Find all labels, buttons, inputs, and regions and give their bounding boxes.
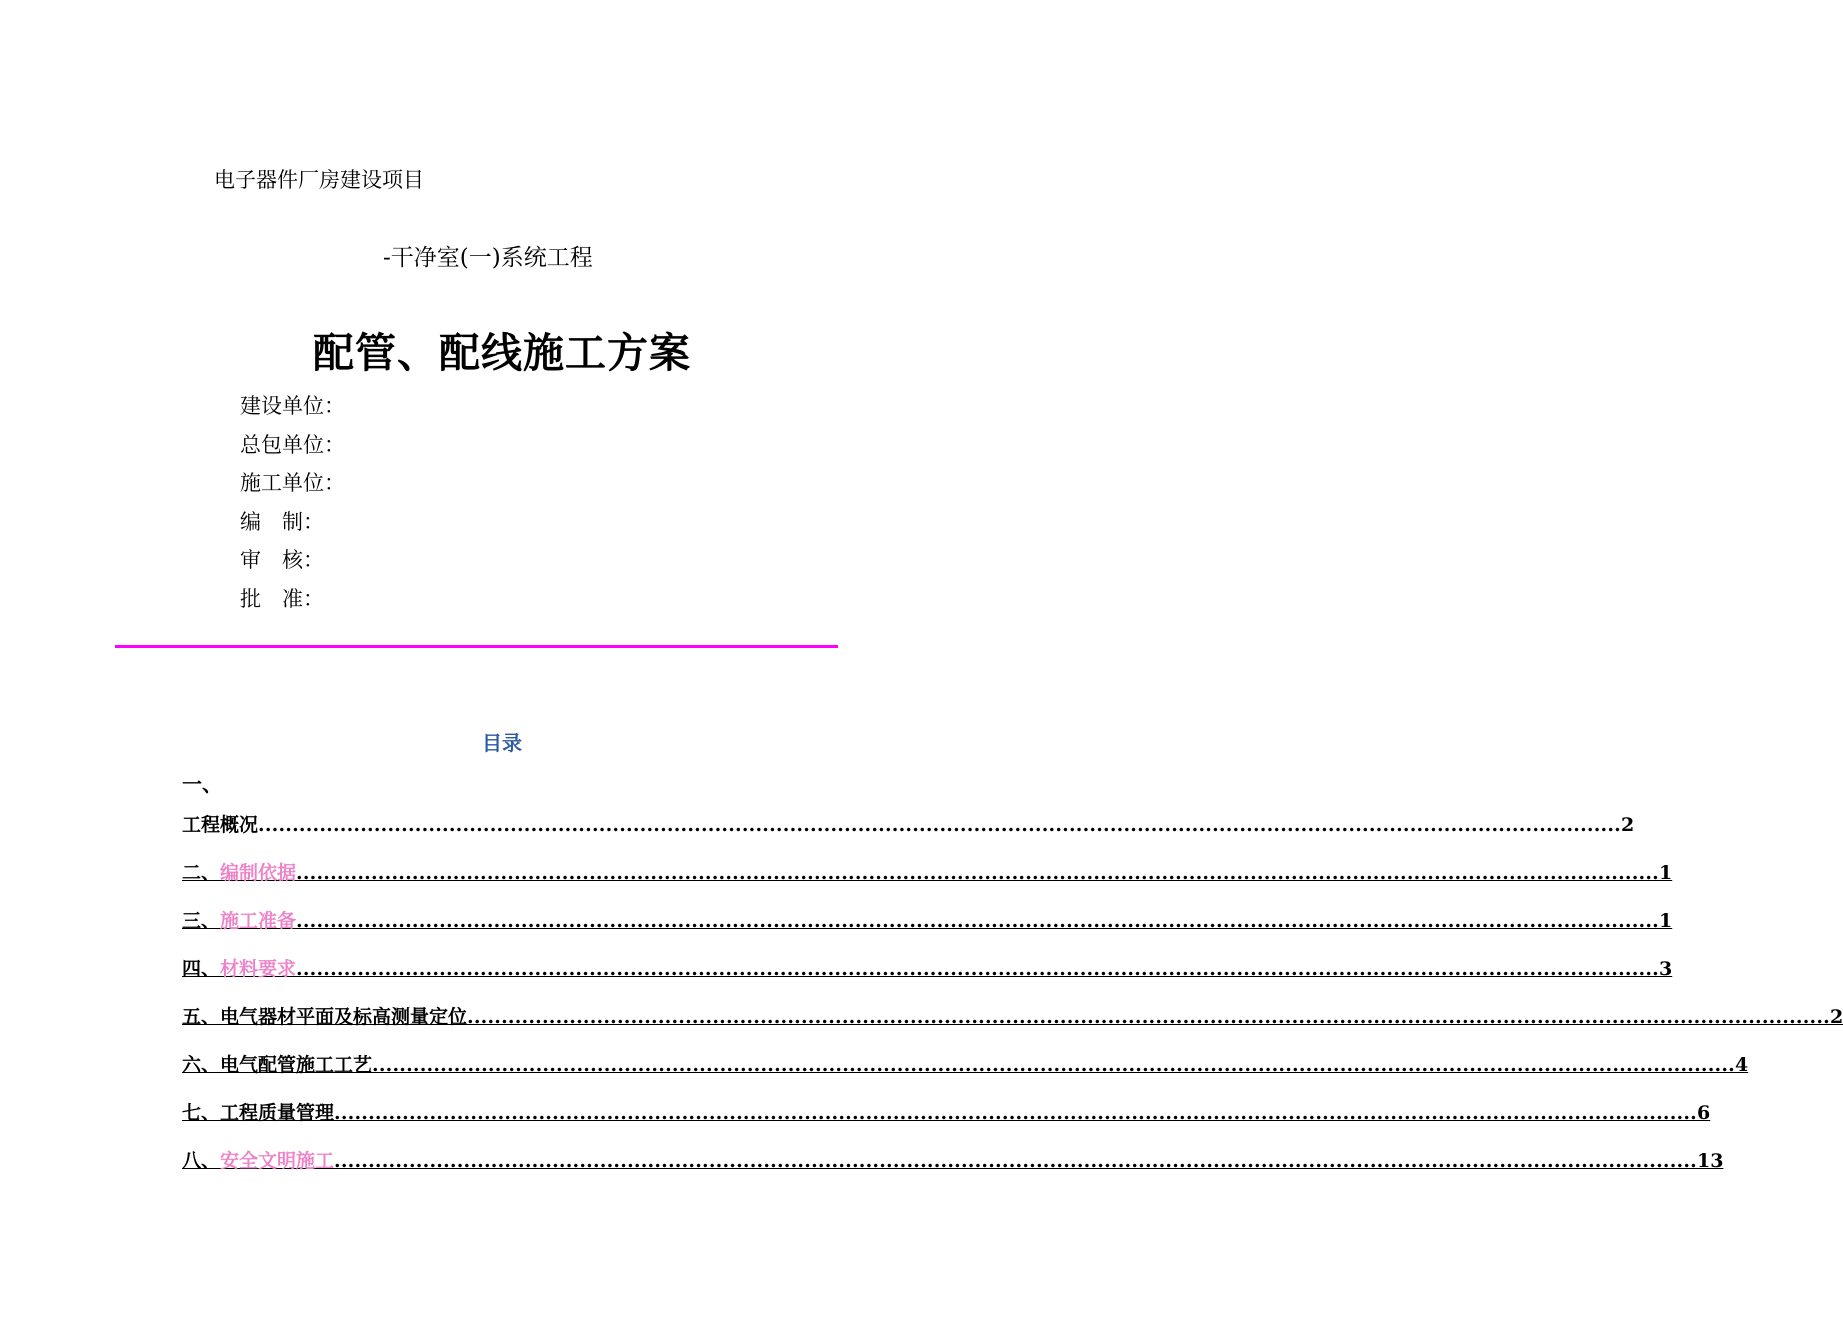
toc-entry-prefix: 八、 <box>182 1150 221 1172</box>
toc-entry-text: 电气配管施工工艺 <box>220 1054 373 1076</box>
toc-entry-page: 3 <box>1658 958 1673 980</box>
field-reviewed-by: 审 核： <box>240 548 324 573</box>
toc-leader-dots: ........................................................................................................................................................................................................ <box>467 1006 1830 1028</box>
toc-entry-prefix: 二、 <box>182 862 221 884</box>
toc-entry-link[interactable]: 编制依据 <box>220 862 297 884</box>
toc-entry[interactable] <box>182 906 1673 954</box>
toc-first-prefix: 一、 <box>182 772 222 796</box>
toc-entry-page: 1 <box>1658 910 1673 932</box>
toc-entry-page: 4 <box>1734 1054 1749 1076</box>
toc-leader-dots: ........................................................................................................................................................................................................ <box>258 814 1621 836</box>
toc-entry-page: 2 <box>1620 814 1635 836</box>
signoff-fields <box>240 388 345 620</box>
field-construction-unit: 建设单位： <box>240 394 345 418</box>
toc-entry-page: 13 <box>1696 1150 1724 1172</box>
toc-leader-dots: ........................................................................................................................................................................................................ <box>296 862 1659 884</box>
toc-entry[interactable] <box>182 1050 1749 1098</box>
project-name: 电子器件厂房建设项目 <box>214 168 424 192</box>
field-construction-company: 施工单位： <box>240 471 345 496</box>
toc-entry-link[interactable]: 材料要求 <box>220 958 297 980</box>
toc-entry-link[interactable]: 安全文明施工 <box>220 1150 335 1172</box>
toc-entry[interactable] <box>182 1098 1711 1146</box>
field-approved-by: 批 准： <box>240 586 324 611</box>
toc-entry-text: 工程质量管理 <box>220 1102 335 1124</box>
toc-leader-dots: ........................................................................................................................................................................................................ <box>334 1102 1697 1124</box>
toc-entry[interactable] <box>182 810 1635 858</box>
document-subtitle: -干净室(一)系统工程 <box>383 245 593 271</box>
toc-entry[interactable] <box>182 1146 1724 1194</box>
toc-leader-dots: ........................................................................................................................................................................................................ <box>296 958 1659 980</box>
toc-entry[interactable] <box>182 858 1673 906</box>
toc-entry[interactable] <box>182 1002 1843 1050</box>
toc-entry-prefix: 七、 <box>182 1102 221 1124</box>
toc-entry-page: 2 <box>1829 1006 1843 1028</box>
toc-leader-dots: ........................................................................................................................................................................................................ <box>296 910 1659 932</box>
divider-line <box>115 645 838 648</box>
toc-entry-text: 工程概况 <box>182 814 259 836</box>
toc-heading: 目录 <box>482 731 522 755</box>
toc-entry-page: 1 <box>1658 862 1673 884</box>
toc-entry[interactable] <box>182 954 1673 1002</box>
toc-entry-link[interactable]: 施工准备 <box>220 910 297 932</box>
field-general-contractor: 总包单位： <box>240 432 345 457</box>
toc-leader-dots: ........................................................................................................................................................................................................ <box>334 1150 1697 1172</box>
toc-entry-prefix: 六、 <box>182 1054 221 1076</box>
toc-entry-prefix: 三、 <box>182 910 221 932</box>
toc-leader-dots: ........................................................................................................................................................................................................ <box>372 1054 1735 1076</box>
toc-entry-prefix: 四、 <box>182 958 221 980</box>
toc-entry-prefix: 五、 <box>182 1006 221 1028</box>
document-title: 配管、配线施工方案 <box>313 329 691 377</box>
toc-entry-page: 6 <box>1696 1102 1711 1124</box>
table-of-contents <box>182 810 1843 1194</box>
toc-entry-text: 电气器材平面及标高测量定位 <box>220 1006 468 1028</box>
field-prepared-by: 编 制： <box>240 509 324 534</box>
